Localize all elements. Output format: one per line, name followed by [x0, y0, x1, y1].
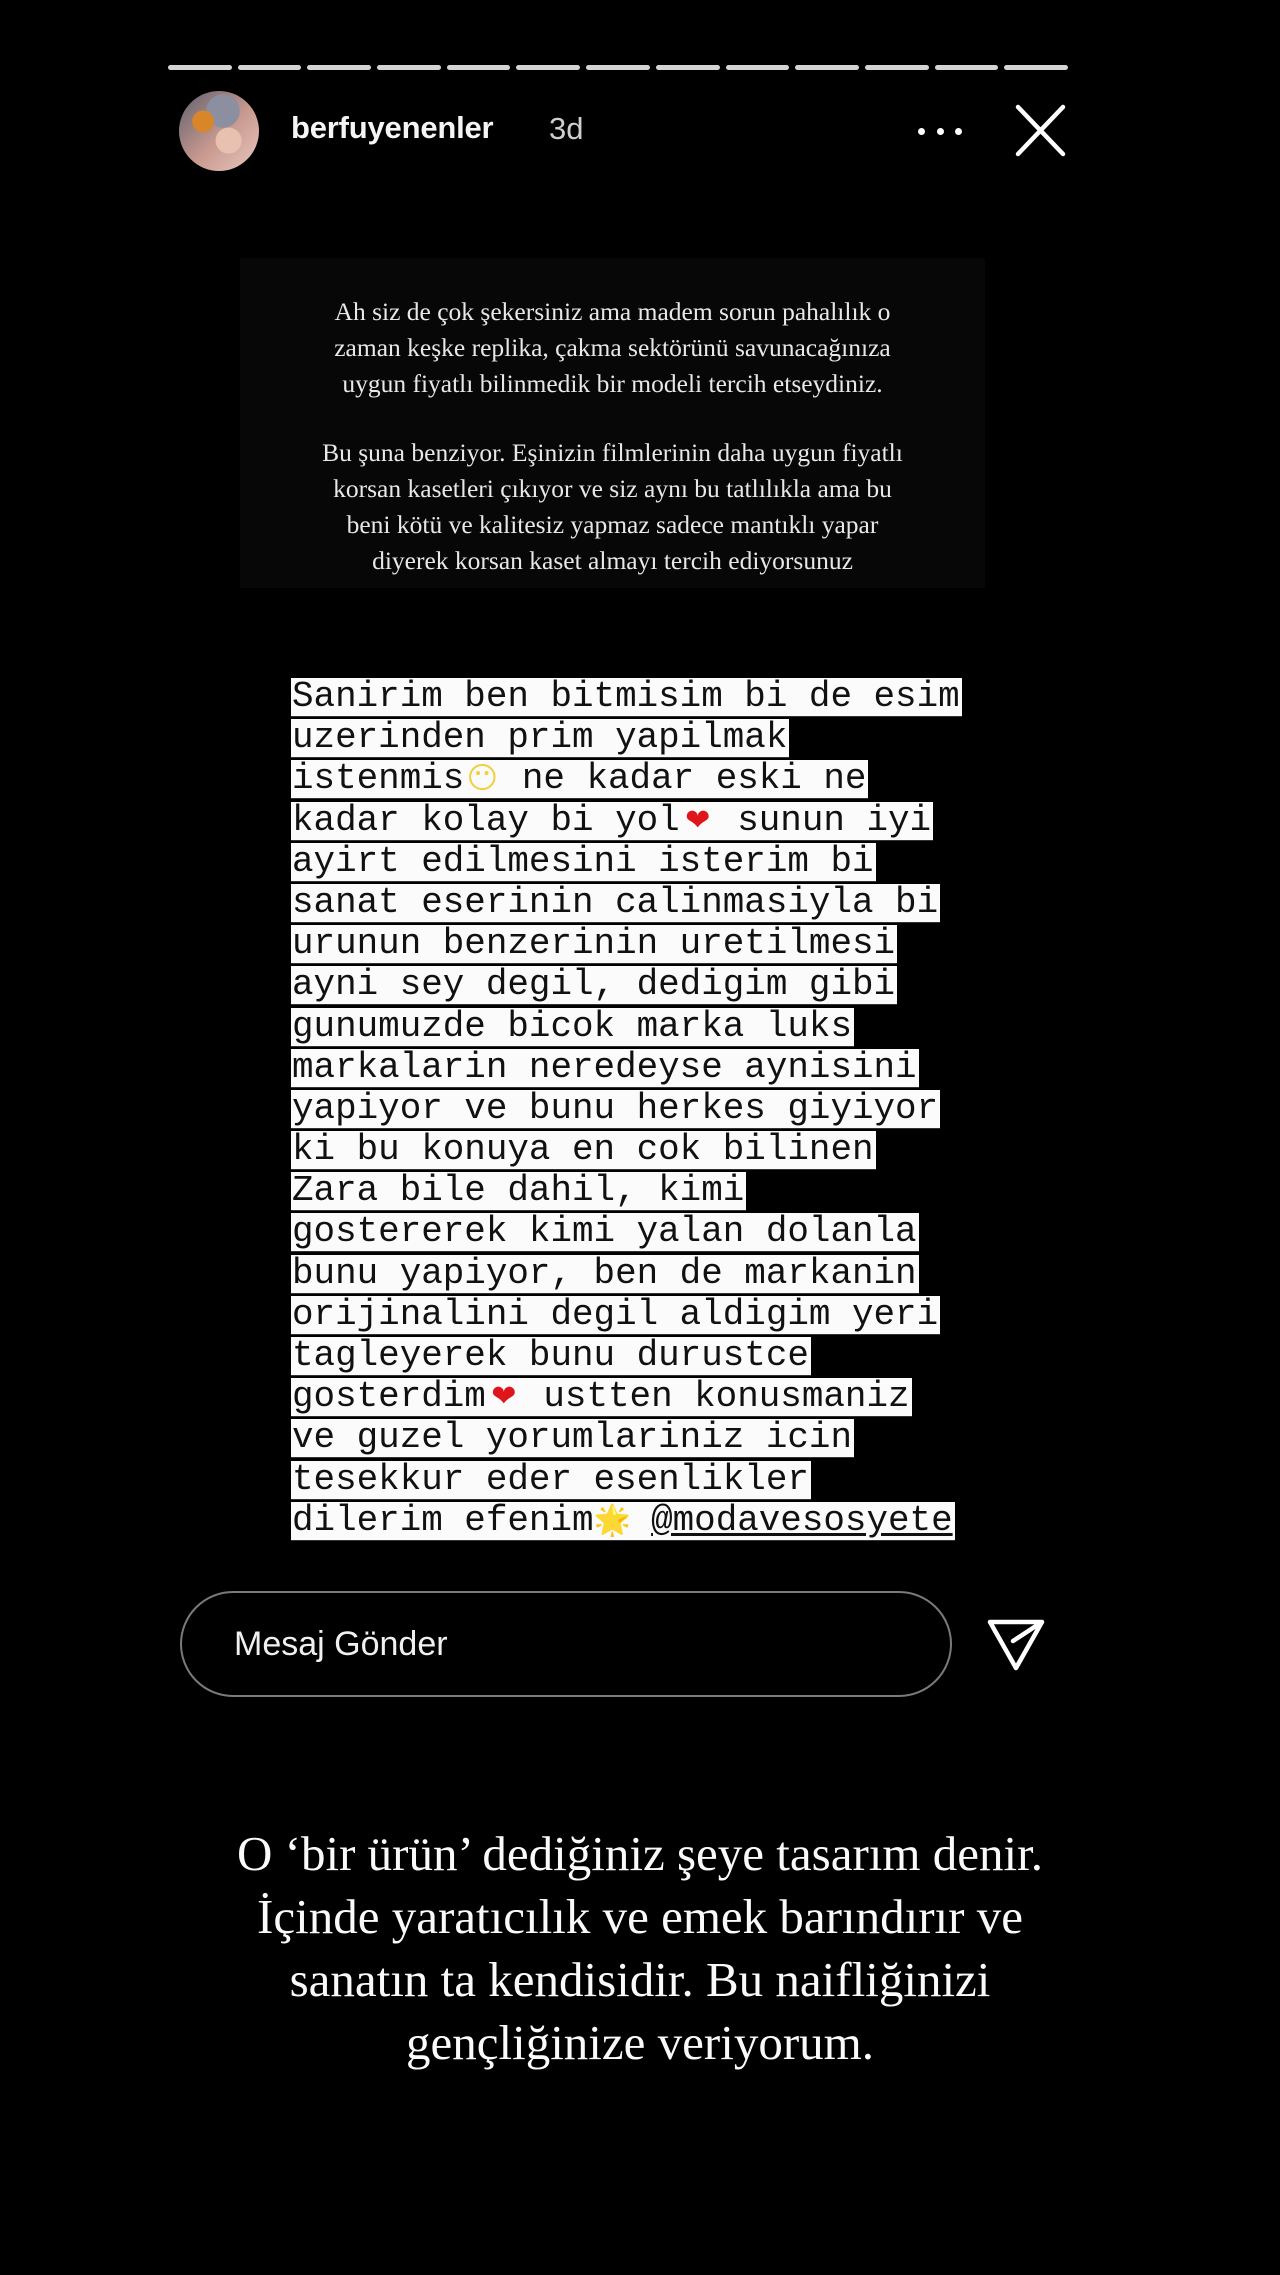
reply-line: gunumuzde bicok marka luks [292, 1005, 852, 1047]
reply-line: Zara bile dahil, kimi [292, 1170, 745, 1212]
reply-line: uzerinden prim yapilmak [292, 717, 788, 759]
reply-line: yapiyor ve bunu herkes giyiyor [292, 1087, 939, 1129]
reply-line: ayirt edilmesini isterim bi [292, 840, 874, 882]
no-mouth-face-emoji-icon: 😶 [466, 761, 498, 797]
quoted-paragraph-1 [240, 294, 985, 402]
heart-emoji-icon: ❤ [491, 1379, 517, 1415]
reply-line: gostererek kimi yalan dolanla [292, 1211, 917, 1253]
quote-line: korsan kasetleri çıkıyor ve siz aynı bu tatlılıkla ama bu [333, 474, 892, 503]
progress-segment [935, 65, 999, 70]
progress-segment [726, 65, 790, 70]
reply-line: tesekkur eder esenlikler [292, 1458, 809, 1500]
reply-line: markalarin neredeyse aynisini [292, 1046, 917, 1088]
reply-line: dilerim efenim🌟 @modavesosyete [292, 1499, 953, 1541]
progress-segment [447, 65, 511, 70]
reply-text-block [291, 676, 962, 1541]
quoted-comment [240, 258, 985, 588]
reply-line: istenmis😶 ne kadar eski ne [292, 758, 867, 800]
caption-line: İçinde yaratıcılık ve emek barındırır ve [257, 1889, 1023, 1944]
progress-segment [516, 65, 580, 70]
reply-line: ayni sey degil, dedigim gibi [292, 964, 896, 1006]
quoted-paragraph-2 [240, 435, 985, 579]
reply-line: sanat eserinin calinmasiyla bi [292, 881, 939, 923]
progress-segment [795, 65, 859, 70]
progress-segment [586, 65, 650, 70]
progress-segment [168, 65, 232, 70]
quote-line: Ah siz de çok şekersiniz ama madem sorun pahalılık o [334, 297, 891, 326]
quote-line: zaman keşke replika, çakma sektörünü savunacağınıza [334, 333, 891, 362]
progress-segment [656, 65, 720, 70]
close-icon [1010, 102, 1070, 160]
progress-segment [238, 65, 302, 70]
caption-line: gençliğinize veriyorum. [405, 2015, 875, 2070]
reply-line: ve guzel yorumlariniz icin [292, 1417, 852, 1459]
progress-segment [377, 65, 441, 70]
story-caption [120, 1822, 1160, 2074]
ellipsis-icon [918, 128, 925, 135]
story-time-ago: 3d [549, 111, 584, 146]
avatar[interactable] [179, 91, 259, 171]
story-username[interactable]: berfuyenenler [291, 110, 494, 145]
reply-line: kadar kolay bi yol ❤ sunun iyi [292, 799, 932, 841]
progress-segment [307, 65, 371, 70]
ellipsis-icon [937, 128, 944, 135]
reply-line: gosterdim ❤ ustten konusmaniz [292, 1376, 910, 1418]
more-options-button[interactable] [918, 118, 962, 144]
story-progress-bar [168, 65, 1068, 71]
reply-line: urunun benzerinin uretilmesi [292, 923, 896, 965]
reply-line: bunu yapiyor, ben de markanin [292, 1252, 917, 1294]
ellipsis-icon [955, 128, 962, 135]
reply-line: Sanirim ben bitmisim bi de esim [292, 676, 960, 717]
send-icon [982, 1612, 1050, 1678]
reply-line: orijinalini degil aldigim yeri [292, 1293, 939, 1335]
progress-segment [865, 65, 929, 70]
heart-emoji-icon: ❤ [685, 802, 711, 838]
quote-line: beni kötü ve kalitesiz yapmaz sadece mantıklı yapar [346, 510, 879, 539]
quote-line: Bu şuna benziyor. Eşinizin filmlerinin daha uygun fiyatlı [322, 438, 903, 467]
quote-line: uygun fiyatlı bilinmedik bir modeli tercih etseydiniz. [342, 369, 883, 398]
mention-link[interactable]: @modavesosyete [651, 1499, 953, 1541]
close-button[interactable] [1010, 102, 1070, 160]
glowing-star-emoji-icon: 🌟 [593, 1502, 631, 1538]
send-button[interactable] [982, 1612, 1050, 1678]
reply-line: ki bu konuya en cok bilinen [292, 1129, 874, 1171]
message-input[interactable] [180, 1591, 952, 1697]
reply-line: tagleyerek bunu durustce [292, 1335, 809, 1376]
progress-segment-active [1004, 65, 1068, 70]
caption-line: O ‘bir ürün’ dediğiniz şeye tasarım denir. [237, 1826, 1043, 1881]
quote-line: diyerek korsan kaset almayı tercih ediyorsunuz [372, 546, 853, 575]
caption-line: sanatın ta kendisidir. Bu naifliğinizi [289, 1952, 991, 2007]
